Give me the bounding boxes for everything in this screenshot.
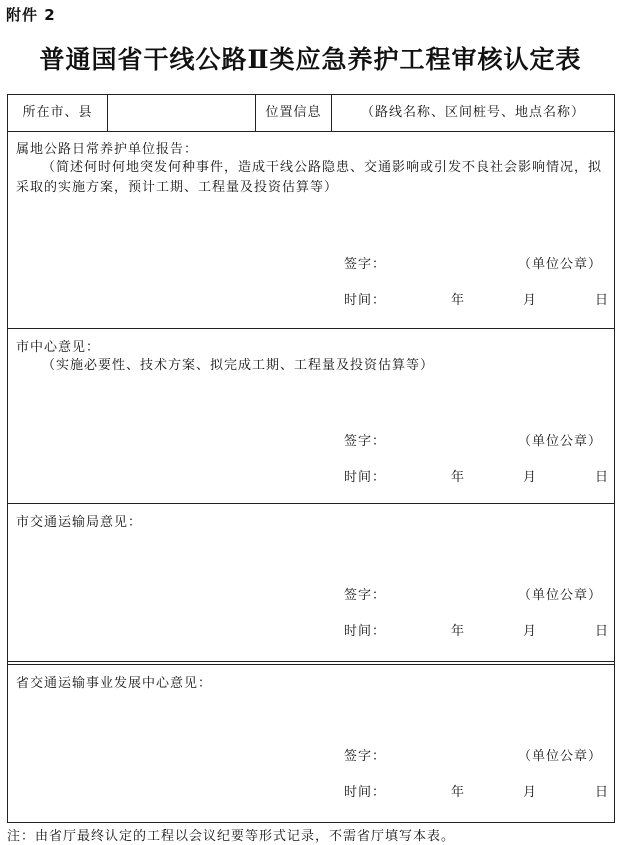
location-field[interactable]: （路线名称、区间桩号、地点名称）: [360, 105, 585, 120]
day-label: 日: [595, 293, 609, 308]
year-label: 年: [451, 293, 465, 308]
time-label: 时间：: [344, 293, 387, 308]
approval-form-table: [7, 94, 615, 665]
footer-note: 注：由省厅最终认定的工程以会议纪要等形式记录，不需省厅填写本表。: [7, 829, 456, 844]
seal-label: （单位公章）: [517, 257, 602, 272]
location-label: 位置信息: [256, 95, 332, 131]
signature-label: 签字：: [344, 588, 387, 603]
seal-label: （单位公章）: [517, 588, 602, 603]
section-local-maintenance-report: [8, 131, 614, 329]
annex-label: 附件 2: [6, 6, 56, 24]
section-city-transport-bureau-opinion: [8, 504, 614, 662]
section-note: （简述何时何地突发何种事件，造成干线公路隐患、交通影响或引发不良社会影响情况，拟采取的实施方案，预计工期、工程量及投资估算等）: [16, 160, 603, 195]
section-title: 省交通运输事业发展中心意见：: [16, 676, 213, 691]
section-provincial-center-opinion: [8, 665, 614, 822]
section-title: 属地公路日常养护单位报告：: [16, 142, 199, 157]
month-label: 月: [523, 624, 537, 639]
city-county-label: 所在市、县: [8, 95, 108, 131]
day-label: 日: [595, 785, 609, 800]
month-label: 月: [523, 785, 537, 800]
month-label: 月: [523, 293, 537, 308]
year-label: 年: [451, 624, 465, 639]
month-label: 月: [523, 470, 537, 485]
signature-label: 签字：: [344, 257, 387, 272]
time-label: 时间：: [344, 785, 387, 800]
time-label: 时间：: [344, 624, 387, 639]
section-city-center-opinion: [8, 329, 614, 504]
day-label: 日: [595, 470, 609, 485]
year-label: 年: [451, 470, 465, 485]
section-note: （实施必要性、技术方案、拟完成工期、工程量及投资估算等）: [42, 358, 435, 373]
signature-label: 签字：: [344, 749, 387, 764]
seal-label: （单位公章）: [517, 434, 602, 449]
seal-label: （单位公章）: [517, 749, 602, 764]
year-label: 年: [451, 785, 465, 800]
form-title: 普通国省干线公路Ⅱ类应急养护工程审核认定表: [39, 45, 582, 74]
signature-label: 签字：: [344, 434, 387, 449]
city-county-field[interactable]: [108, 95, 256, 131]
header-row: [8, 95, 614, 132]
time-label: 时间：: [344, 470, 387, 485]
section-title: 市中心意见：: [16, 340, 101, 355]
section-title: 市交通运输局意见：: [16, 515, 143, 530]
approval-form-table-continued: [7, 665, 615, 823]
day-label: 日: [595, 624, 609, 639]
